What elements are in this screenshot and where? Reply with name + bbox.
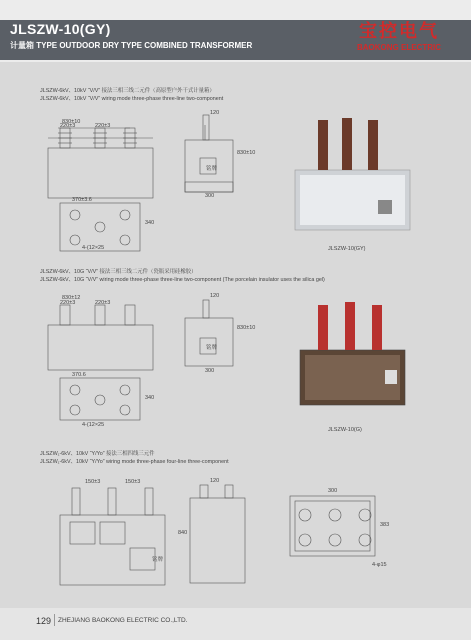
s3-dim-top-width: 300 bbox=[328, 488, 338, 494]
s2-dim-top-width: 830±12 bbox=[62, 295, 81, 301]
s3-nameplate: 铭牌 bbox=[152, 557, 164, 563]
s1-dim-span-b: 220±3 bbox=[95, 123, 111, 129]
s1-dim-span-a: 220±3 bbox=[60, 123, 76, 129]
page-number: 129 bbox=[36, 616, 52, 626]
page-subtitle: 计量箱 TYPE OUTDOOR DRY TYPE COMBINED TRANSFORMER bbox=[10, 41, 253, 50]
front-view-box-3 bbox=[60, 515, 165, 585]
s2-dim-base-depth: 340 bbox=[145, 395, 155, 401]
section-2-desc-cn: JLSZW-6kV、10G “V/V” 接法三相三线二元件（瓷瓶采用硅橡胶） bbox=[40, 269, 197, 275]
s3-dim-side-depth: 383 bbox=[380, 522, 390, 528]
section-3-desc-en: JLSZW₁-6kV、10kV “Y/Yo” wiring mode three-phase four-line three-component bbox=[40, 459, 229, 465]
s1-dim-top-width: 830±10 bbox=[62, 119, 81, 125]
s2-dim-span-b: 220±3 bbox=[95, 300, 111, 306]
s2-nameplate: 铭牌 bbox=[206, 345, 218, 351]
s2-dim-holes: 4-(12×25 bbox=[82, 422, 105, 428]
s2-dim-span-a: 220±3 bbox=[60, 300, 76, 306]
section-1-caption: JLSZW-10(GY) bbox=[328, 246, 366, 252]
s3-dim-span-a: 150±3 bbox=[85, 479, 101, 485]
s1-dim-side-height: 830±10 bbox=[237, 150, 256, 156]
logo-english: BAOKONG ELECTRIC bbox=[357, 43, 441, 52]
s2-dim-side-height: 830±10 bbox=[237, 325, 256, 331]
s2-dim-side-top: 120 bbox=[210, 293, 220, 299]
s2-dim-base-width: 370.6 bbox=[72, 372, 86, 378]
section-1-desc-en: JLSZW-6kV、10kV “V/V” wiring mode three-phase three-line two-component bbox=[40, 96, 224, 102]
s2-dim-side-base: 300 bbox=[205, 368, 215, 374]
section-2-caption: JLSZW-10(G) bbox=[328, 427, 362, 433]
section-3-desc-cn: JLSZW₁-6kV、10kV “Y/Yo” 接法三相四线三元件 bbox=[40, 451, 155, 457]
s1-dim-side-base: 300 bbox=[205, 193, 215, 199]
section-2-desc-en: JLSZW-6kV、10G “V/V” wiring mode three-phase three-line two-component (The porcelain insulator uses the silica gel) bbox=[40, 277, 325, 283]
s3-dim-height: 840 bbox=[178, 530, 188, 536]
company-name: ZHEJIANG BAOKONG ELECTRIC CO.,LTD. bbox=[58, 617, 188, 624]
s3-dim-side-top: 120 bbox=[210, 478, 220, 484]
section-1-desc-cn: JLSZW-6kV、10kV “V/V” 接法三相三线二元件（高原型户外干式计量箱） bbox=[40, 88, 215, 94]
logo-chinese: 宝控电气 bbox=[359, 21, 439, 42]
s1-dim-base-depth: 340 bbox=[145, 220, 155, 226]
s1-dim-holes: 4-(12×25 bbox=[82, 245, 105, 251]
s1-dim-base-width: 370±3.6 bbox=[72, 197, 92, 203]
s3-dim-holes: 4-φ15 bbox=[372, 562, 387, 568]
s1-nameplate: 铭牌 bbox=[206, 166, 218, 172]
s3-dim-span-b: 150±3 bbox=[125, 479, 141, 485]
s1-dim-side-top: 120 bbox=[210, 110, 220, 116]
footer-divider bbox=[54, 614, 55, 626]
page-title: JLSZW-10(GY) bbox=[10, 21, 111, 37]
page-footer bbox=[0, 608, 471, 640]
